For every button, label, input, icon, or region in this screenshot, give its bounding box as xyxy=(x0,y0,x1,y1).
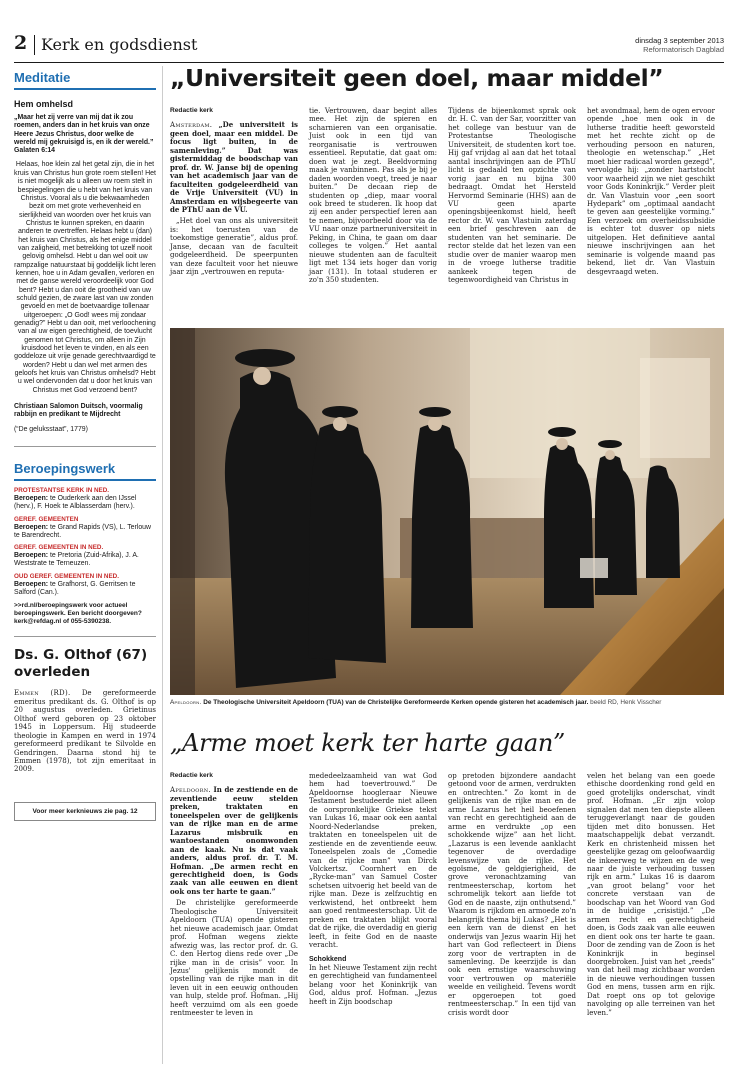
left-column xyxy=(14,66,156,1064)
obituary-title: Ds. G. Olthof (67) overleden xyxy=(14,647,148,681)
article2-paragraph: De christelijke gereformeerde Theologische Universiteit Apeldoorn (TUA) opende gisteren het nieuwe academisch jaar. Omdat prof. Hofman wegens ziekte afwezig was, las rector prof. dr. G. C. den Hertog diens rede over „De rijke man in de crisis” voor. In Jezus' gelijkenis mondt de opstelling van de rijke man in dit leven uit in een eeuwig onthouden van hulp, stelde prof. Hofman. „Hij heeft verzuimd om als een goede rentmeester te leven in xyxy=(170,899,298,1018)
beroeping-entry xyxy=(14,516,156,541)
church-name: GEREF. GEMEENTEN xyxy=(14,515,79,523)
photo-caption xyxy=(170,699,724,707)
article2-col4: velen het belang van een goede ethische doordenking rond geld en goed grotelijks onderschat, vindt prof. Hofman. „Er zijn volop signalen dat men ten diepste alleen teruggeverlangt naar de gouden tijden met dito bonussen. Het maatschappelijk debat verzandt. Kerk en christenheid missen het geestelijke gezag om geloofwaardig de inkeerweg te wijzen en de weg naar de juiste verhouding tussen rijk en arm.” Lukas 16 is daarom „van groot belang” voor het concrete verstaan van de boodschap van het Woord van God in de huidige „crisistijd.” „De armen recht en gerechtigheid doen, is Gods zaak van alle eeuwen en dient ook ons ter harte te gaan. Door de zending van de Zoon is het Koninkrijk in beginsel doorgebroken. Juist van het „reeds” van dat heil mag zichtbaar worden in de nieuwe verhoudingen tussen God en mens, tussen arm en rijk. Dat roept ons op tot gelovige navolging op alle terreinen van het leven.” xyxy=(587,772,715,1017)
beroeping-line: Beroepen: te Pretoria (Zuid-Afrika), J. A. Weststrate te Terneuzen. xyxy=(14,552,139,568)
section-title: Kerk en godsdienst xyxy=(41,35,198,54)
beroeping-entry xyxy=(14,487,156,512)
beroepingswerk-link[interactable]: >>rd.nl/beroepingswerk voor actueel beroepingswerk. Een bericht doorgeven? kerk@refdag.nl of 055-5390238. xyxy=(14,602,142,626)
article2-paragraph: mededeelzaamheid van wat God hem had toevertrouwd.” De Apeldoornse hoogleraar Nieuwe Testament bestudeerde niet alleen de oorspronkelijke Griekse tekst van Lukas 16, maar ook een aantal Noord-Nederlandse preken, traktaten en toneelspelen uit de zestiende en de zeventiende eeuw. Toneelspelen zoals de „Comedie van de rijcke man” van Dirck Volckertsz. Coornhert en de „Rycke-man” van Samuel Coster schetsen uitvoerig het beeld van de rijke man. Deze is zelfzuchtig en verkwistend, het ontbreekt hem aan goed rentmeesterschap. Uit de preken en traktaten blijkt vooral dat de rijke, die overdadig en gierig leeft, in feite God en de naaste veracht. xyxy=(309,772,437,950)
article2-headline: „Arme moet kerk ter harte gaan” xyxy=(170,729,565,757)
beroeping-entry xyxy=(14,573,156,598)
beroeping-entry xyxy=(14,544,156,569)
meditatie-text: Helaas, hoe klein zal het getal zijn, die in het kruis van Christus hun grote roem stellen! Het is niet mogelijk als u alleen uw roem stelt in bespiegelingen die u hebt van het kruis van Christus. Vooral als u die bekwaamheden bezit om met grote verhevenheid en sierlijkheid van woorden over het kruis van Christus te kunnen spreken, en daarin anderen te overtreffen. Helaas hebt u (dan) het kruis van Christus, als het enige middel van zaligheid, met betrekking tot uzelf nooit gelovig omhelsd. Hebt u dan wel ooit uw rampzalige natuurstaat bij goddelijk licht leren kennen, hoe u in Adam gevallen, verloren en met de ganse wereld veroordeelijk voor God bent? Hebt u dan ooit de grootheid van uw schuld gezien, de zware last van uw zonden gevoeld en met de boetvaardige tollenaar uitgeroepen: „O God! wees mij zondaar genadig?” Hebt u dan ooit, met verloochening van al uw eigen gerechtigheid, de toevlucht genomen tot Christus, om alleen in Zijn kruisdood het leven te vinden, en als een goddeloze uit vrije genade gerechtvaardigd te worden? Hebt u dan wel met armen des geloofs het kruis van Christus omhelsd? Hebt u wel ondervonden dat u door het kruis van Christus met God verzoend bent? xyxy=(14,161,157,394)
meditatie-source: (“De geluksstaat”, 1779) xyxy=(14,425,88,433)
article1-col1 xyxy=(170,107,298,277)
photo-credit: beeld RD, Henk Visscher xyxy=(590,699,662,706)
article1-paragraph: „Het doel van ons als universiteit is: het toerusten van de toekomstige generatie”, aldus prof. Janse, decaan van de faculteit godgeleerdheid. De speerpunten van deze faculteit voor het nieuwe jaar zijn „vertrouwen en reputa- xyxy=(170,217,298,277)
article2-col1 xyxy=(170,772,298,1018)
paper-name: Reformatorisch Dagblad xyxy=(643,45,724,54)
meditatie-author: Christiaan Salomon Duitsch, voormalig rabbijn en predikant te Mijdrecht xyxy=(14,403,143,419)
issue-date: dinsdag 3 september 2013 xyxy=(635,36,724,45)
divider xyxy=(14,446,156,447)
article1-lead: „De universiteit is geen doel, maar een middel. De focus ligt buiten, in de samenleving.” Dat was gistermiddag de boodschap van prof. dr. W. Janse bij de opening van het academisch jaar van de faculteiten godgeleerdheid van de Vrije Universiteit (VU) in Amsterdam en wijsbegeerte van de PThU aan de VU. xyxy=(170,120,298,214)
meditatie-subtitle: Hem omhelsd xyxy=(14,99,74,109)
divider xyxy=(14,636,156,637)
article1-col2: tie. Vertrouwen, daar begint alles mee. Het zijn de spieren en scharnieren van een organisatie. Juist ook in een tijd van reorganisatie is vertrouwen essentieel. Reputatie, dat gaat om: doen wat je zegt. Beeldvorming maak je vanbinnen. Pas als je bij je daden woorden voegt, treed je naar buiten.” De decaan riep de studenten op „diep, maar vooral ook breed te studeren. Ik hoop dat zij een ander perspectief leren aan te nemen, bijvoorbeeld door via de VU naar onze partneruniversiteit in Peking, in China, te gaan om daar colleges te volgen.” Het aantal nieuwe studenten aan de faculteit ligt met 134 iets hoger dan vorig jaar (131). In totaal studeren er zo'n 350 studenten. xyxy=(309,107,437,285)
obituary-text: Emmen (RD). De gereformeerde emeritus predikant ds. G. Olthof is op 20 augustus overleden. Grietinus Olthof werd geboren op 23 oktober 1945 in Loppersum. Hij studeerde theologie in Kampen en werd in 1974 gereformeerd predikant te Silvolde en Gendringen. Daarna stond hij te Emmen (1978), tot zijn emeritaat in 2009. xyxy=(14,689,156,774)
article1-dateline: Amsterdam. xyxy=(170,121,213,130)
beroepingswerk-title: Beroepingswerk xyxy=(14,461,116,476)
article2-subhead: Schokkend xyxy=(309,955,347,963)
beroepingswerk-list xyxy=(14,487,156,597)
article2-dateline: Apeldoorn. xyxy=(170,786,211,795)
article2-lead: In de zestiende en de zeventiende eeuw stelden preken, traktaten en toneelspelen over de gelijkenis van de rijke man en de arme Lazarus misbruik en wantoestanden onomwonden aan de kaak. Nu is dat vaak anders, aldus prof. dr. T. M. Hofman. „De armen recht en gerechtigheid doen, is Gods zaak van alle eeuwen en dient ook ons ter harte te gaan.” xyxy=(170,785,298,896)
beroeping-line: Beroepen: te Grafhorst, G. Gerritsen te Salford (Can.). xyxy=(14,580,136,597)
caption-text: De Theologische Universiteit Apeldoorn (TUA) van de Christelijke Gereformeerde Kerken opende gisteren het academisch jaar. xyxy=(203,699,589,706)
caption-location: Apeldoorn. xyxy=(170,699,202,706)
header-rule xyxy=(14,62,724,63)
article-photo xyxy=(170,328,724,695)
article1-col3: Tijdens de bijeenkomst sprak ook dr. H. C. van der Sar, voorzitter van het college van bestuur van de Protestantse Theologische Universiteit, de studenten kort toe. Hij gaf vrijdag al aan dat het totaal aantal inschrijvingen aan de PThU licht is gedaald ten opzichte van vorig jaar en nu bijna 300 bedraagt. Omdat het Hersteld Hervormd Seminarie (HHS) aan de VU geen aparte openingsbijeenkomst hield, heeft rector dr. W. van Vlastuin zaterdag een brief geschreven aan de studenten van het seminarie. De rector stelde dat het lezen van een studie over de manier waarop men in de vroege lutherse traditie aankeek tegen de tegenwoordigheid van Christus in xyxy=(448,107,576,285)
article2-paragraph: In het Nieuwe Testament zijn recht en gerechtigheid van fundamenteel belang voor het Koninkrijk van God, aldus prof. Hofman. „Jezus heeft in Zijn boodschap xyxy=(309,963,437,1006)
beroeping-line: Beroepen: te Ouderkerk aan den IJssel (herv.), F. Hoek te Alblasserdam (herv.). xyxy=(14,495,137,511)
beroepingswerk-rule xyxy=(14,479,156,481)
meditatie-title: Meditatie xyxy=(14,70,71,85)
church-name: OUD GEREF. GEMEENTEN IN NED. xyxy=(14,572,119,580)
church-name: PROTESTANTSE KERK IN NED. xyxy=(14,487,110,494)
article1-byline: Redactie kerk xyxy=(170,107,213,114)
article2-col2 xyxy=(309,772,437,1006)
article1-col4: het avondmaal, hem de ogen ervoor opende „hoe men ook in de lutherse traditie heeft geworsteld met het rechte zicht op de verhouding persoon en naturen, theologie en wetenschap.” „Het moet hier radicaal worden gezegd”, vervolgde hij: „zonder hartstocht voor waarheid zijn we niet geschikt voor Gods Koninkrijk.” Verder pleit dr. Van Vlastuin voor „een soort Hydepark” om „optimaal aandacht te geven aan geestelijke vorming.” Een verzoek om overheidssubsidie is echter tot dusver op niets uitgelopen. Het definitieve aantal nieuwe inschrijvingen aan het seminarie is volgende maand pas bekend, liet dr. Van Vlastuin desgevraagd weten. xyxy=(587,107,715,276)
beroeping-line: Beroepen: te Grand Rapids (VS), L. Terlouw te Barendrecht. xyxy=(14,523,151,539)
article2-byline: Redactie kerk xyxy=(170,772,213,779)
academic-procession-photo xyxy=(170,328,724,695)
more-news-box[interactable]: Voor meer kerknieuws zie pag. 12 xyxy=(14,802,156,821)
meditatie-quote: „Maar het zij verre van mij dat ik zou roemen, anders dan in het kruis van onze Heere Jezus Christus, door welke de wereld mij gekruisigd is, en ik der wereld.” Galaten 6:14 xyxy=(14,114,154,155)
article2-col3: op pretoden bijzondere aandacht getoond voor de armen, verdrukten en ontrechten.” Zo komt in de gelijkenis van de rijke man en de arme Lazarus het heil beoefenen van recht en gerechtigheid aan de arme en verdrukte „op een schokkende wijze” aan het licht. „Lazarus is een levende aanklacht tegenover de overdadige levenswijze van de rijke. Het egoïsme, de geldgierigheid, de grove veronachtzaming van rentmeesterschap, kortom het schromelijk tekort aan liefde tot God en de naaste, zijn onthutsend.” Waarom is rijkdom en armoede zo'n belangrijk thema bij Lukas? „Het is een kern van de dienst en het onderwijs van Jezus waarin Hij het hart van God reflecteert in Diens zorg voor de vertrapten in de samenleving. De keerzijde is dan ook een ernstige waarschuwing voor vertrouwen op materiële weelde en veiligheid. Tevens wordt er opgeroepen tot goed rentmeesterschap.” In een tijd van crisis wordt door xyxy=(448,772,576,1017)
page-number: 2 xyxy=(14,32,28,54)
church-name: GEREF. GEMEENTEN IN NED. xyxy=(14,544,104,552)
section-divider xyxy=(34,35,35,55)
header-date xyxy=(635,36,724,54)
meditatie-rule xyxy=(14,88,156,90)
article1-headline: „Universiteit geen doel, maar middel” xyxy=(170,64,664,92)
column-divider xyxy=(162,66,163,1064)
